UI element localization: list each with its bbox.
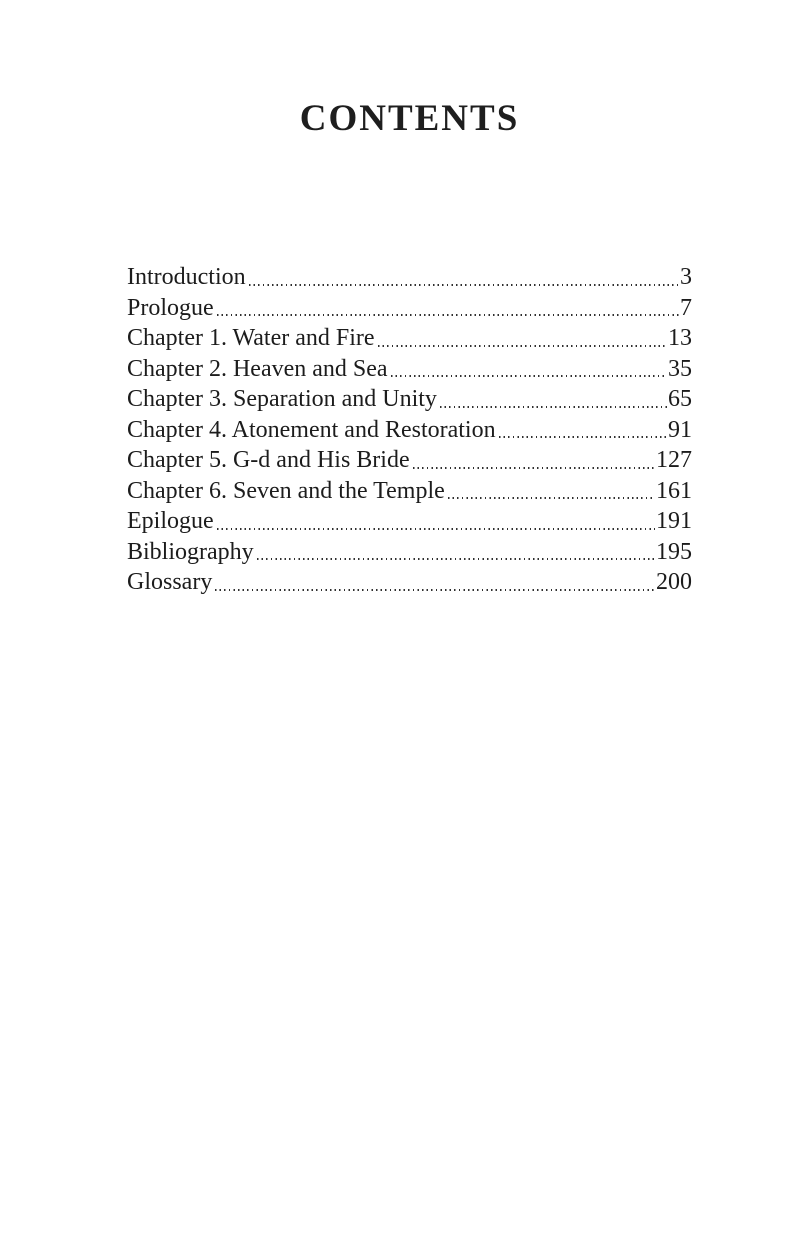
dotted-leader	[378, 345, 667, 347]
toc-row	[127, 537, 692, 568]
dotted-leader	[215, 589, 655, 591]
toc-row	[127, 293, 692, 324]
toc-row	[127, 262, 692, 293]
toc-entry-label: Chapter 3. Separation and Unity	[127, 386, 437, 412]
toc-entry-label: Bibliography	[127, 538, 254, 565]
toc-row	[127, 354, 692, 385]
dotted-leader	[499, 436, 667, 438]
toc-page-number: 35	[668, 355, 692, 382]
toc-entry-label: Epilogue	[127, 508, 214, 534]
toc-row	[127, 384, 692, 415]
dotted-leader	[448, 497, 655, 499]
toc-page-number: 7	[680, 294, 692, 321]
page-title: CONTENTS	[299, 98, 520, 139]
table-of-contents	[127, 262, 692, 598]
toc-row	[127, 323, 692, 354]
toc-page-number: 65	[668, 386, 692, 412]
toc-entry-label: Introduction	[127, 264, 246, 290]
toc-page-number: 127	[656, 447, 692, 473]
toc-row	[127, 506, 692, 537]
toc-page-number: 191	[656, 508, 692, 534]
dotted-leader	[391, 375, 667, 377]
toc-entry-label: Chapter 4. Atonement and Restoration	[127, 416, 496, 443]
page-content	[0, 0, 800, 598]
toc-row	[127, 476, 692, 507]
dotted-leader	[440, 406, 667, 408]
toc-page-number: 200	[656, 569, 692, 595]
toc-page-number: 91	[668, 416, 692, 443]
toc-row	[127, 445, 692, 476]
toc-entry-label: Chapter 6. Seven and the Temple	[127, 477, 445, 504]
toc-page-number: 13	[668, 325, 692, 351]
toc-entry-label: Chapter 1. Water and Fire	[127, 325, 375, 351]
dotted-leader	[217, 314, 679, 316]
dotted-leader	[249, 284, 679, 286]
toc-row	[127, 415, 692, 446]
toc-page-number: 195	[656, 538, 692, 565]
toc-entry-label: Chapter 2. Heaven and Sea	[127, 355, 388, 382]
toc-page-number: 3	[680, 264, 692, 290]
toc-page-number: 161	[656, 477, 692, 504]
toc-entry-label: Glossary	[127, 569, 213, 595]
dotted-leader	[413, 467, 655, 469]
toc-entry-label: Chapter 5. G-d and His Bride	[127, 447, 410, 473]
dotted-leader	[257, 558, 655, 560]
toc-entry-label: Prologue	[127, 294, 214, 321]
dotted-leader	[217, 528, 655, 530]
toc-row	[127, 567, 692, 598]
